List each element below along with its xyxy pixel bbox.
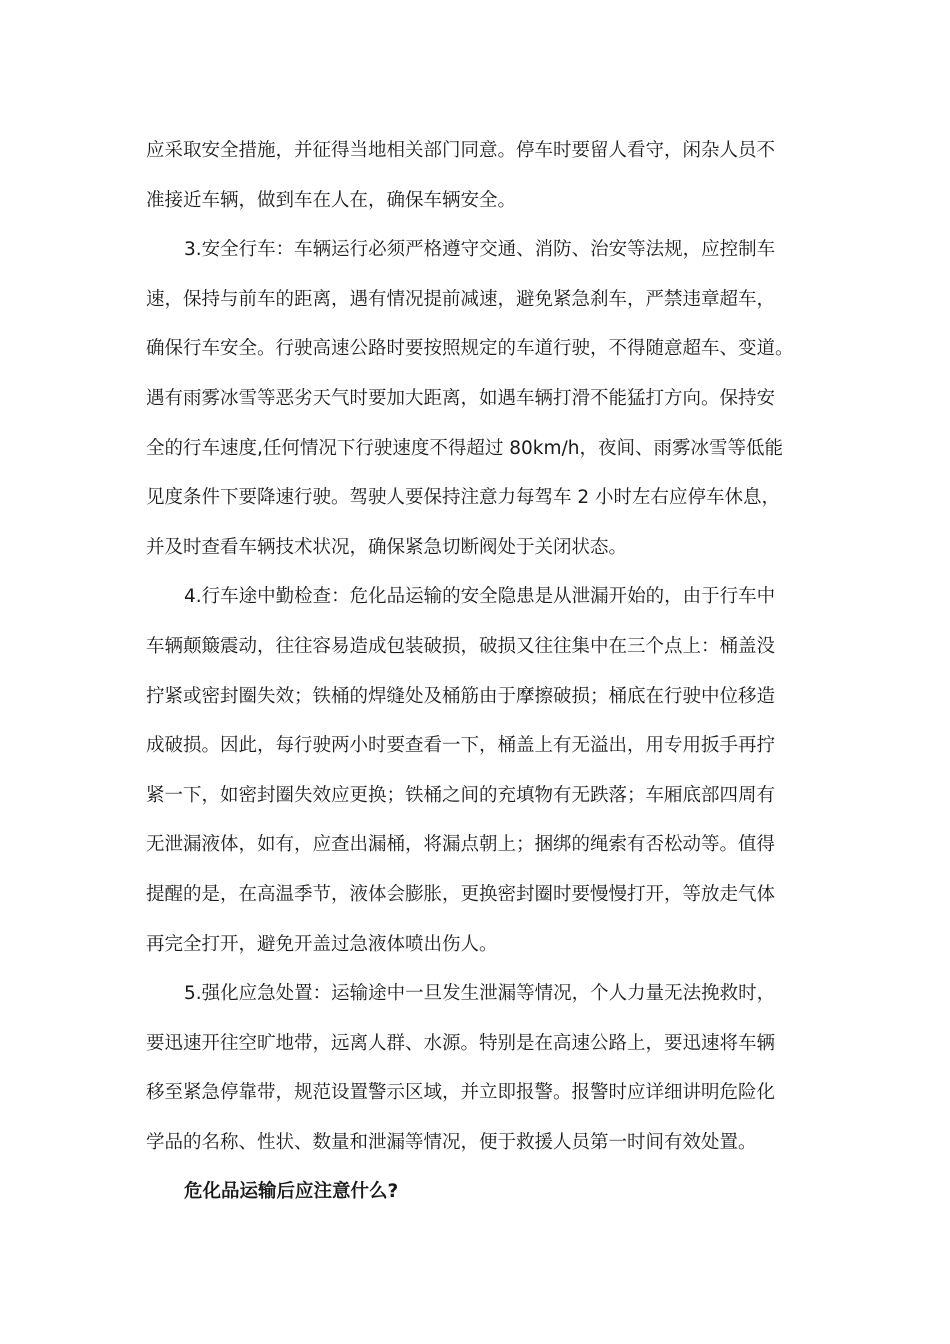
- text-line: 提醒的是，在高温季节，液体会膨胀，更换密封圈时要慢慢打开，等放走气体: [146, 883, 776, 905]
- text-line: 确保行车安全。行驶高速公路时要按照规定的车道行驶，不得随意超车、变道。: [146, 338, 794, 360]
- section-heading: [146, 1167, 806, 1217]
- text-line: 并及时查看车辆技术状况，确保紧急切断阀处于关闭状态。: [146, 536, 628, 558]
- text-line: 全的行车速度,任何情况下行驶速度不得超过 80km/h，夜间、雨雾冰雪等低能: [146, 437, 783, 459]
- text-line: 3.安全行车：车辆运行必须严格遵守交通、消防、治安等法规，应控制车: [184, 239, 776, 261]
- text-line: 学品的名称、性状、数量和泄漏等情况，便于救援人员第一时间有效处置。: [146, 1131, 757, 1153]
- text-line: 4.行车途中勤检查：危化品运输的安全隐患是从泄漏开始的，由于行车中: [184, 586, 776, 608]
- section-3-paragraph: [146, 225, 806, 572]
- text-line: 准接近车辆，做到车在人在，确保车辆安全。: [146, 189, 517, 211]
- text-line: 速，保持与前车的距离，遇有情况提前减速，避免紧急刹车，严禁违章超车，: [146, 288, 776, 310]
- text-line: 无泄漏液体，如有，应查出漏桶，将漏点朝上；捆绑的绳索有否松动等。值得: [146, 834, 776, 856]
- heading-text: 危化品运输后应注意什么?: [184, 1181, 399, 1203]
- document-body: [146, 126, 806, 1217]
- text-line: 遇有雨雾冰雪等恶劣天气时要加大距离，如遇车辆打滑不能猛打方向。保持安: [146, 387, 776, 409]
- text-line: 5.强化应急处置：运输途中一旦发生泄漏等情况，个人力量无法挽救时，: [184, 983, 776, 1005]
- intro-paragraph: [146, 126, 806, 225]
- text-line: 车辆颠簸震动，往往容易造成包装破损，破损又往往集中在三个点上：桶盖没: [146, 635, 776, 657]
- text-line: 再完全打开，避免开盖过急液体喷出伤人。: [146, 933, 498, 955]
- text-line: 应采取安全措施，并征得当地相关部门同意。停车时要留人看守，闲杂人员不: [146, 140, 776, 161]
- section-5-paragraph: [146, 969, 806, 1167]
- text-line: 紧一下，如密封圈失效应更换；铁桶之间的充填物有无跌落；车厢底部四周有: [146, 784, 776, 806]
- text-line: 成破损。因此，每行驶两小时要查看一下，桶盖上有无溢出，用专用扳手再拧: [146, 735, 776, 757]
- section-4-paragraph: [146, 572, 806, 969]
- text-line: 移至紧急停靠带，规范设置警示区域，并立即报警。报警时应详细讲明危险化: [146, 1082, 776, 1104]
- text-line: 见度条件下要降速行驶。驾驶人要保持注意力每驾车 2 小时左右应停车休息，: [146, 487, 781, 509]
- text-line: 要迅速开往空旷地带，远离人群、水源。特别是在高速公路上，要迅速将车辆: [146, 1032, 776, 1054]
- text-line: 拧紧或密封圈失效；铁桶的焊缝处及桶筋由于摩擦破损；桶底在行驶中位移造: [146, 685, 776, 707]
